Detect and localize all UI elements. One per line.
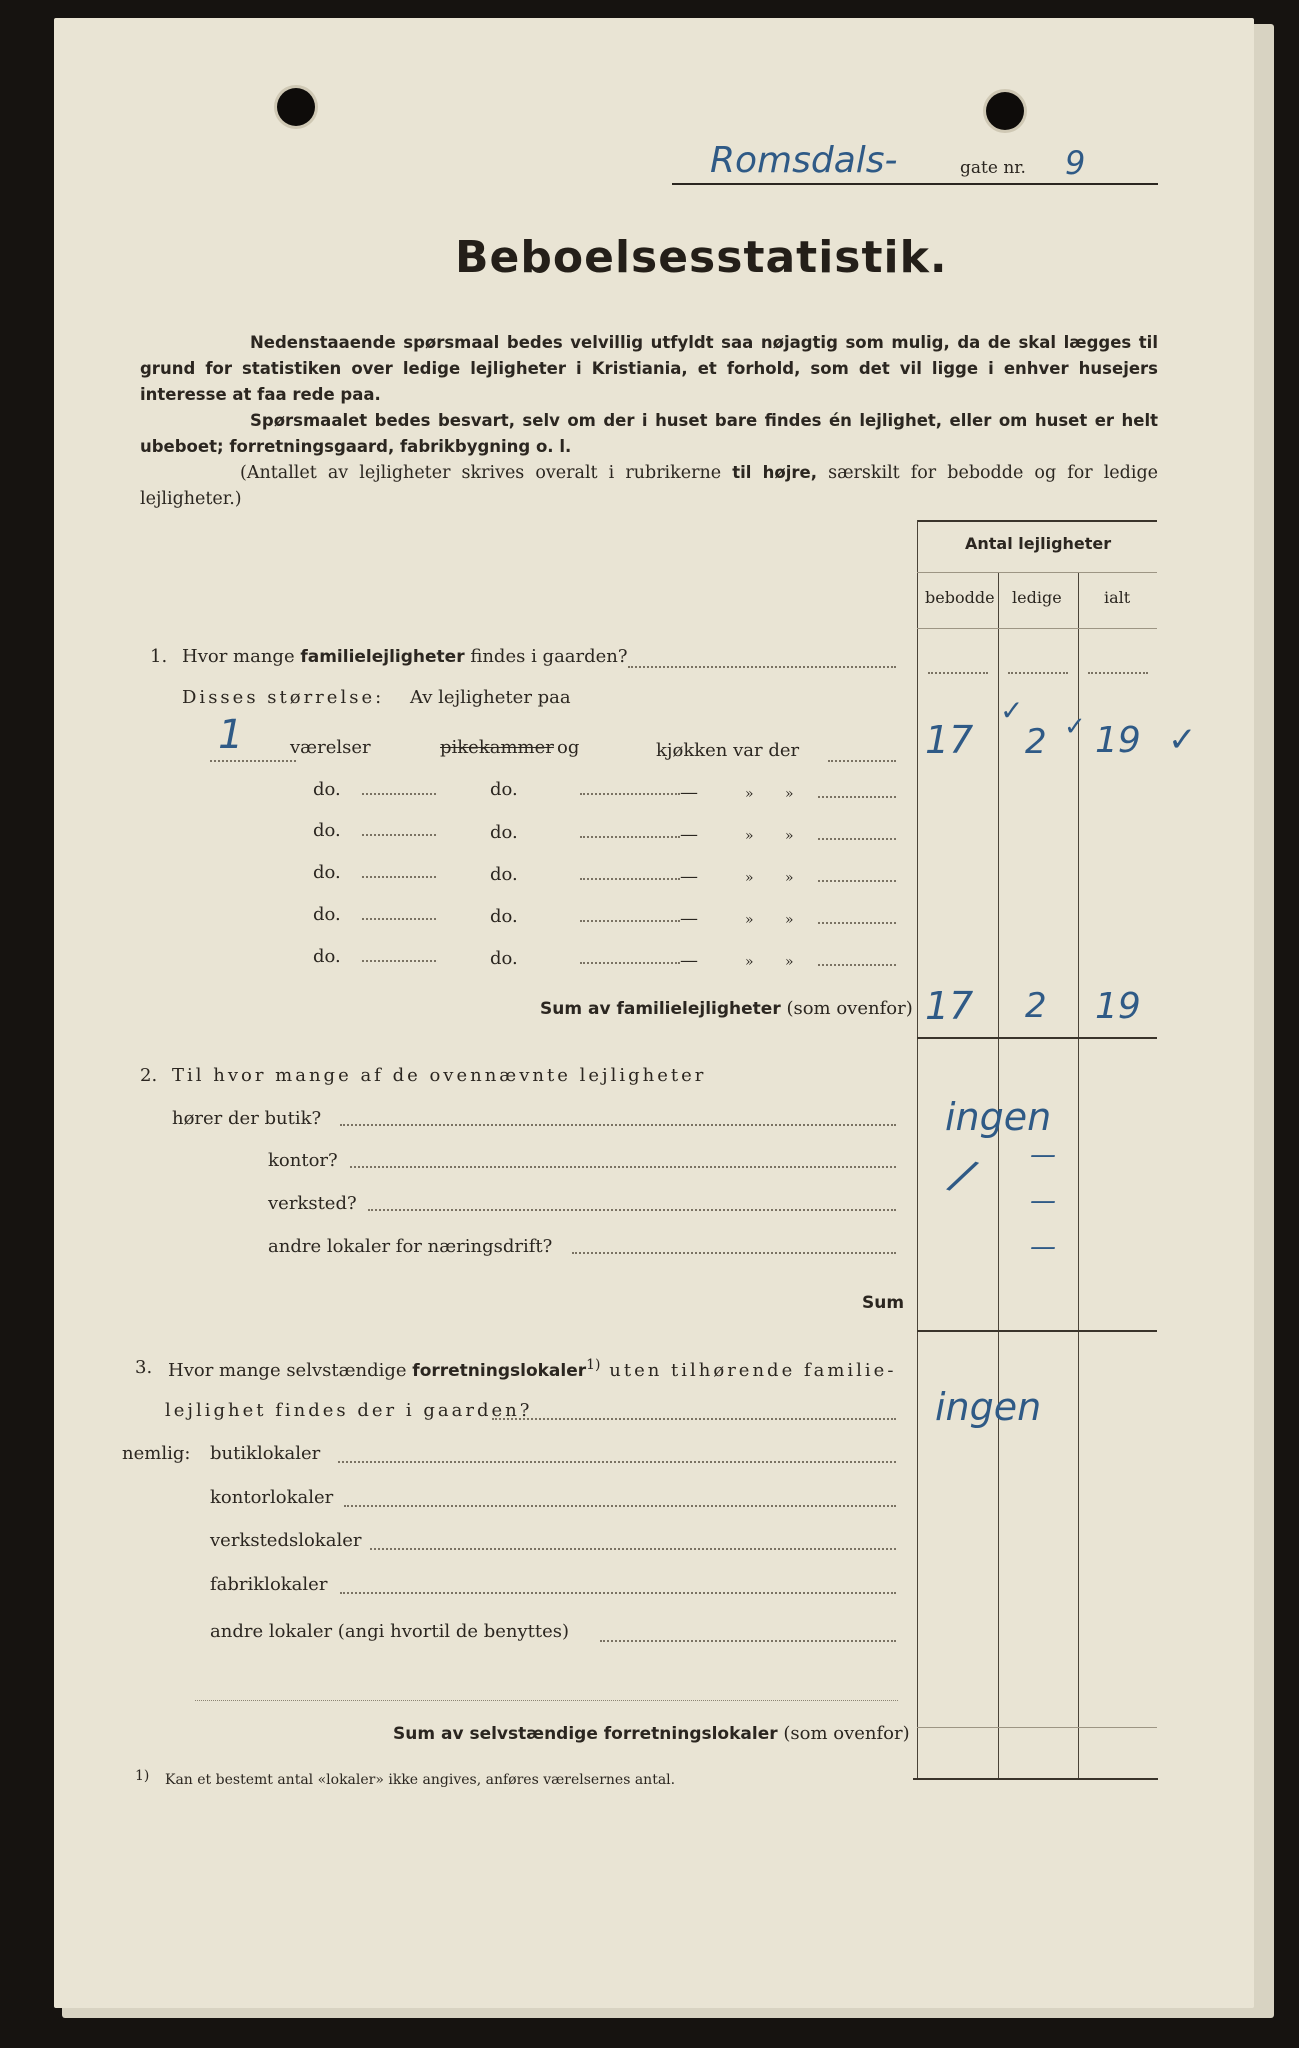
q3-kontor-dots xyxy=(344,1505,896,1507)
q2-dash-andre: — xyxy=(1030,1232,1056,1262)
ditto-dots-4c xyxy=(818,880,896,882)
quote-4a: » xyxy=(745,870,754,886)
q2-question: Til hvor mange af de ovennævnte lejligheter xyxy=(172,1065,707,1086)
q3-andre-dots xyxy=(600,1640,896,1642)
q2-ditto-stroke: / xyxy=(946,1149,979,1202)
q3-answer-handwritten: ingen xyxy=(935,1385,1042,1429)
sum-ledige-handwritten: 2 xyxy=(1025,986,1047,1026)
ditto-rooms-6: do. xyxy=(313,946,341,967)
ditto-dots-4b xyxy=(580,878,680,880)
dash-3: — xyxy=(680,824,698,845)
q3-sum-bold: selvstændige forretningslokaler xyxy=(469,1724,778,1744)
q2-andre: andre lokaler for næringsdrift? xyxy=(268,1236,553,1257)
check-mark-1: ✓ xyxy=(1000,694,1024,727)
q2-butik-dots xyxy=(340,1124,896,1126)
row1-ledige-handwritten: 2 xyxy=(1025,722,1047,762)
intro-paragraph-3-bold: til højre, xyxy=(732,463,818,482)
row1-dots-b xyxy=(828,760,896,762)
ditto-rooms-4: do. xyxy=(313,862,341,883)
q3-verksted-dots xyxy=(370,1548,896,1550)
q2-dash-verksted: — xyxy=(1030,1186,1056,1216)
q2-kontor: kontor? xyxy=(268,1150,338,1171)
cell-dots-q1-ialt xyxy=(1088,672,1148,674)
row1-maid-room: pikekammer xyxy=(440,737,554,758)
intro-paragraph-2: Spørsmaalet bedes besvart, selv om der i huset bare findes én lejlighet, eller om huset er helt ubeboet; forretningsgaard, fabrikbygning o. l. xyxy=(140,411,1158,456)
table-left-line xyxy=(917,520,918,1780)
quote-2b: » xyxy=(785,786,794,802)
q3-divider xyxy=(195,1700,898,1701)
q3-text-a: Hvor mange selvstændige xyxy=(168,1360,413,1381)
dash-5: — xyxy=(680,908,698,929)
ditto-maid-5: do. xyxy=(490,906,518,927)
sum-bebodde-handwritten: 17 xyxy=(925,984,974,1028)
table-top-line xyxy=(917,520,1157,522)
ditto-rooms-5: do. xyxy=(313,904,341,925)
q3-text-bold: forretningslokaler xyxy=(412,1361,587,1381)
q3-nemlig: nemlig: xyxy=(122,1443,191,1464)
ditto-maid-6: do. xyxy=(490,948,518,969)
q3-andre: andre lokaler (angi hvortil de benyttes) xyxy=(210,1621,570,1642)
check-mark-2: ✓ xyxy=(1064,712,1086,742)
sum-ialt-handwritten: 19 xyxy=(1095,986,1141,1027)
punch-hole-right xyxy=(986,92,1024,130)
q3-sum-upper-line xyxy=(917,1727,1157,1728)
q1-sum-bold: Sum av familielejligheter xyxy=(540,999,781,1019)
table-col-divider-1 xyxy=(998,572,999,1780)
ditto-dots-6c xyxy=(818,964,896,966)
col-header-ialt: ialt xyxy=(1104,588,1131,607)
q2-andre-dots xyxy=(572,1252,896,1254)
row1-og: og xyxy=(557,737,580,758)
quote-2a: » xyxy=(745,786,754,802)
ditto-dots-5c xyxy=(818,922,896,924)
q3-question xyxy=(168,1357,896,1381)
ditto-dots-3a xyxy=(362,834,436,836)
q2-number: 2. xyxy=(140,1065,158,1086)
cell-dots-q1-ledige xyxy=(1008,672,1068,674)
street-name-handwritten: Romsdals- xyxy=(710,140,898,181)
page-title: Beboelsesstatistik. xyxy=(455,232,948,283)
q1-dots xyxy=(628,666,896,668)
q1-question xyxy=(182,646,628,667)
q3-footnote-ref: 1) xyxy=(586,1357,601,1373)
ditto-dots-4a xyxy=(362,876,436,878)
q2-butik: hører der butik? xyxy=(172,1108,322,1129)
dash-4: — xyxy=(680,866,698,887)
q2-sum-label: Sum xyxy=(862,1293,905,1313)
q3-sum-line xyxy=(913,1778,1158,1780)
q1-size-sub: Av lejligheter paa xyxy=(410,687,571,708)
street-underline xyxy=(672,183,1158,185)
intro-text xyxy=(140,330,1158,512)
q3-number: 3. xyxy=(135,1357,153,1378)
table-group-header: Antal lejligheter xyxy=(965,534,1112,553)
row1-rooms: værelser xyxy=(290,737,371,758)
q3-question-line2: lejlighet findes der i gaarden? xyxy=(165,1400,533,1421)
cell-dots-q1-bebodde xyxy=(928,672,988,674)
ditto-dots-2c xyxy=(818,796,896,798)
footnote-mark: 1) xyxy=(135,1768,150,1784)
intro-paragraph-3a: (Antallet av lejligheter skrives overalt i rubrikerne xyxy=(240,463,733,483)
q1-sum-label xyxy=(540,998,913,1019)
ditto-rooms-3: do. xyxy=(313,820,341,841)
q3-text-b: uten tilhørende familie- xyxy=(600,1360,897,1381)
quote-4b: » xyxy=(785,870,794,886)
ditto-maid-2: do. xyxy=(490,779,518,800)
ditto-dots-6b xyxy=(580,962,680,964)
q3-sum-label xyxy=(393,1723,910,1744)
q1-size-label: Disses størrelse: xyxy=(182,687,385,708)
row1-ialt-handwritten: 19 xyxy=(1095,720,1141,761)
q3-fabrik: fabriklokaler xyxy=(210,1574,328,1595)
q2-dash-kontor: — xyxy=(1030,1140,1056,1170)
table-col-divider-2 xyxy=(1078,572,1079,1780)
ditto-dots-6a xyxy=(362,960,436,962)
q1-text-b: findes i gaarden? xyxy=(464,646,628,667)
q1-number: 1. xyxy=(150,646,168,667)
ditto-dots-3c xyxy=(818,838,896,840)
q3-kontor: kontorlokaler xyxy=(210,1487,334,1508)
q3-sum-a: Sum av xyxy=(393,1724,470,1744)
q2-kontor-dots xyxy=(350,1166,896,1168)
intro-paragraph-3b: særskilt for bebodde og for ledige lejligheter.) xyxy=(140,463,1159,509)
ditto-dots-5b xyxy=(580,920,680,922)
street-label: gate nr. xyxy=(960,158,1026,178)
ditto-dots-3b xyxy=(580,836,680,838)
ditto-rooms-2: do. xyxy=(313,779,341,800)
quote-6a: » xyxy=(745,954,754,970)
footnote-text: Kan et bestemt antal «lokaler» ikke angives, anføres værelsernes antal. xyxy=(165,1772,676,1788)
quote-3a: » xyxy=(745,828,754,844)
quote-6b: » xyxy=(785,954,794,970)
q3-butik-dots xyxy=(338,1461,896,1463)
q2-verksted: verksted? xyxy=(268,1193,357,1214)
table-header-divider xyxy=(917,572,1157,573)
col-header-bebodde: bebodde xyxy=(925,588,995,607)
q3-dots xyxy=(492,1418,896,1420)
q1-sum-line xyxy=(917,1037,1157,1039)
q1-text-bold: familielejligheter xyxy=(300,647,465,667)
dash-6: — xyxy=(680,950,698,971)
intro-paragraph-1: Nedenstaaende spørsmaal bedes velvillig utfyldt saa nøjagtig som mulig, da de skal lægges til grund for statistiken over ledige lejligheter i Kristiania, et forhold, som det vil ligge i enhver husejers interesse at faa rede paa. xyxy=(140,333,1158,404)
row1-dots-a xyxy=(210,760,296,762)
ditto-dots-2b xyxy=(580,793,680,795)
ditto-maid-4: do. xyxy=(490,864,518,885)
dash-2: — xyxy=(680,782,698,803)
row1-count-handwritten: 1 xyxy=(218,712,244,758)
q3-sum-rest: (som ovenfor) xyxy=(777,1723,910,1744)
q2-sum-line xyxy=(917,1330,1157,1332)
q2-verksted-dots xyxy=(368,1209,896,1211)
street-number-handwritten: 9 xyxy=(1065,144,1086,182)
q2-answer-handwritten: ingen xyxy=(945,1095,1052,1139)
table-header-bottom xyxy=(917,628,1157,629)
ditto-maid-3: do. xyxy=(490,822,518,843)
quote-5b: » xyxy=(785,912,794,928)
q1-text-a: Hvor mange xyxy=(182,646,301,667)
row1-bebodde-handwritten: 17 xyxy=(925,718,974,762)
row1-kitchen: kjøkken var der xyxy=(656,740,800,761)
q3-butik: butiklokaler xyxy=(210,1443,321,1464)
quote-5a: » xyxy=(745,912,754,928)
col-header-ledige: ledige xyxy=(1012,588,1062,607)
check-mark-3: ✓ xyxy=(1168,720,1197,760)
ditto-dots-5a xyxy=(362,918,436,920)
q3-fabrik-dots xyxy=(340,1592,896,1594)
punch-hole-left xyxy=(277,88,315,126)
q1-sum-rest: (som ovenfor) xyxy=(780,998,913,1019)
ditto-dots-2a xyxy=(362,793,436,795)
q3-verksted: verkstedslokaler xyxy=(210,1530,362,1551)
quote-3b: » xyxy=(785,828,794,844)
